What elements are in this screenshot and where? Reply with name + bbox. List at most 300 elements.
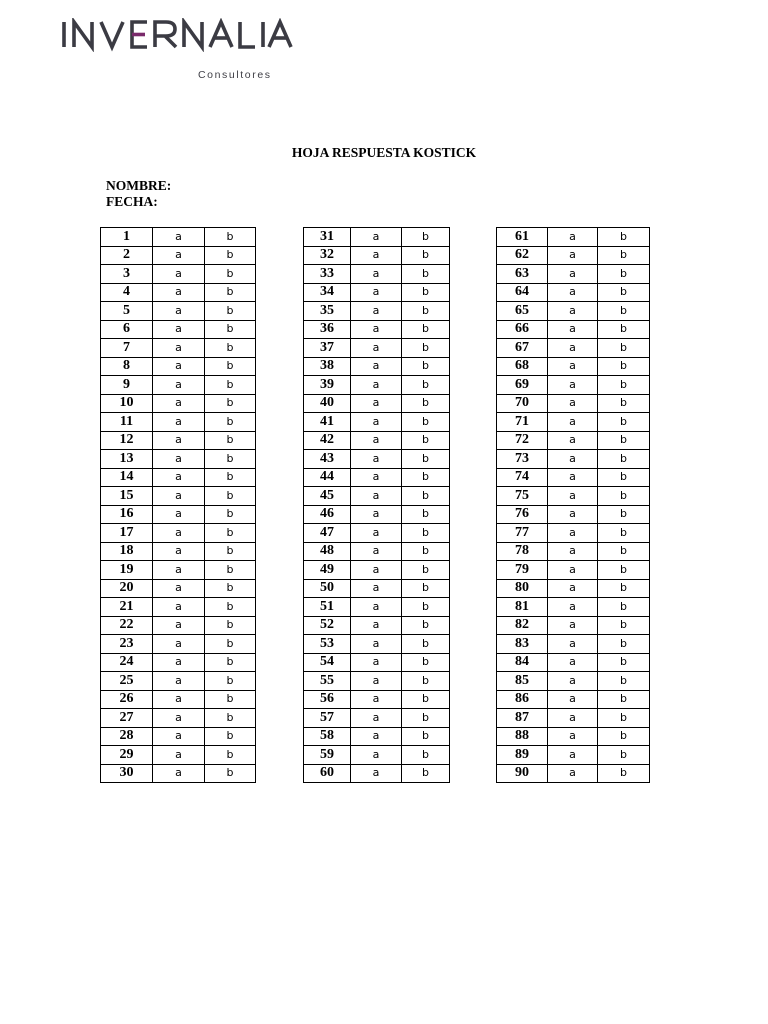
answer-row — [101, 524, 256, 543]
answer-option-b[interactable]: b — [205, 524, 256, 543]
answer-option-b[interactable]: b — [598, 672, 650, 691]
answer-option-b[interactable]: b — [598, 505, 650, 524]
question-number: 43 — [304, 450, 351, 469]
answer-row — [304, 413, 450, 432]
answer-row — [497, 598, 650, 617]
question-number: 39 — [304, 376, 351, 395]
answer-option-a[interactable]: a — [548, 487, 598, 506]
answer-option-b[interactable]: b — [598, 320, 650, 339]
question-number: 79 — [497, 561, 548, 580]
answer-option-a[interactable]: a — [351, 764, 402, 783]
answer-option-b[interactable]: b — [402, 653, 450, 672]
answer-row — [304, 746, 450, 765]
answer-row — [101, 542, 256, 561]
answer-option-a[interactable]: a — [548, 394, 598, 413]
answer-option-a[interactable]: a — [548, 228, 598, 247]
answer-row — [497, 228, 650, 247]
answer-option-b[interactable]: b — [205, 320, 256, 339]
answer-option-b[interactable]: b — [205, 265, 256, 284]
answer-option-a[interactable]: a — [548, 505, 598, 524]
answer-option-b[interactable]: b — [205, 653, 256, 672]
answer-option-b[interactable]: b — [402, 616, 450, 635]
answer-option-a[interactable]: a — [351, 431, 402, 450]
answer-option-a[interactable]: a — [153, 413, 205, 432]
answer-option-b[interactable]: b — [402, 376, 450, 395]
question-number: 68 — [497, 357, 548, 376]
question-number: 5 — [101, 302, 153, 321]
answer-row — [101, 727, 256, 746]
answer-option-b[interactable]: b — [205, 228, 256, 247]
answer-row — [497, 764, 650, 783]
answer-row — [304, 450, 450, 469]
answer-option-b[interactable]: b — [402, 524, 450, 543]
answer-option-a[interactable]: a — [153, 746, 205, 765]
answer-row — [304, 376, 450, 395]
answer-option-a[interactable]: a — [153, 542, 205, 561]
answer-option-a[interactable]: a — [548, 561, 598, 580]
answer-option-a[interactable]: a — [351, 616, 402, 635]
answer-option-a[interactable]: a — [153, 320, 205, 339]
answer-option-a[interactable]: a — [351, 450, 402, 469]
answer-option-b[interactable]: b — [402, 320, 450, 339]
answer-row — [304, 283, 450, 302]
answer-row — [497, 487, 650, 506]
answer-row — [304, 542, 450, 561]
question-number: 81 — [497, 598, 548, 617]
answer-option-a[interactable]: a — [351, 635, 402, 654]
answer-option-a[interactable]: a — [153, 394, 205, 413]
question-number: 14 — [101, 468, 153, 487]
answer-row — [304, 561, 450, 580]
answer-option-a[interactable]: a — [548, 357, 598, 376]
answer-row — [497, 265, 650, 284]
question-number: 11 — [101, 413, 153, 432]
answer-option-b[interactable]: b — [598, 302, 650, 321]
answer-option-b[interactable]: b — [205, 598, 256, 617]
answer-row — [497, 561, 650, 580]
answer-option-b[interactable]: b — [402, 542, 450, 561]
answer-option-b[interactable]: b — [205, 561, 256, 580]
answer-option-a[interactable]: a — [548, 709, 598, 728]
question-number: 25 — [101, 672, 153, 691]
question-number: 42 — [304, 431, 351, 450]
answer-option-b[interactable]: b — [205, 616, 256, 635]
answer-row — [101, 635, 256, 654]
question-number: 88 — [497, 727, 548, 746]
answer-row — [304, 579, 450, 598]
answer-option-b[interactable]: b — [598, 468, 650, 487]
answer-option-b[interactable]: b — [598, 579, 650, 598]
answer-option-b[interactable]: b — [598, 524, 650, 543]
question-number: 27 — [101, 709, 153, 728]
answer-row — [497, 524, 650, 543]
question-number: 64 — [497, 283, 548, 302]
answer-row — [497, 542, 650, 561]
answer-option-b[interactable]: b — [402, 505, 450, 524]
answer-table-2 — [303, 227, 450, 783]
answer-option-b[interactable]: b — [205, 302, 256, 321]
question-number: 18 — [101, 542, 153, 561]
question-number: 15 — [101, 487, 153, 506]
answer-row — [497, 320, 650, 339]
answer-option-a[interactable]: a — [153, 283, 205, 302]
answer-option-a[interactable]: a — [153, 228, 205, 247]
question-number: 70 — [497, 394, 548, 413]
answer-option-b[interactable]: b — [598, 616, 650, 635]
answer-option-b[interactable]: b — [402, 413, 450, 432]
answer-option-b[interactable]: b — [598, 727, 650, 746]
answer-row — [497, 283, 650, 302]
answer-option-a[interactable]: a — [351, 746, 402, 765]
answer-row — [101, 320, 256, 339]
answer-option-a[interactable]: a — [548, 690, 598, 709]
question-number: 28 — [101, 727, 153, 746]
answer-option-b[interactable]: b — [402, 579, 450, 598]
question-number: 71 — [497, 413, 548, 432]
answer-option-b[interactable]: b — [205, 394, 256, 413]
answer-option-a[interactable]: a — [548, 450, 598, 469]
answer-option-b[interactable]: b — [205, 764, 256, 783]
answer-option-b[interactable]: b — [402, 561, 450, 580]
name-field-label: NOMBRE: — [106, 178, 172, 193]
answer-option-a[interactable]: a — [548, 339, 598, 358]
answer-row — [101, 357, 256, 376]
answer-row — [101, 468, 256, 487]
answer-option-a[interactable]: a — [153, 339, 205, 358]
answer-option-b[interactable]: b — [598, 746, 650, 765]
answer-table-3 — [496, 227, 650, 783]
answer-option-b[interactable]: b — [598, 228, 650, 247]
answer-option-a[interactable]: a — [548, 265, 598, 284]
answer-row — [101, 265, 256, 284]
question-number: 83 — [497, 635, 548, 654]
answer-row — [304, 265, 450, 284]
answer-option-b[interactable]: b — [402, 746, 450, 765]
question-number: 20 — [101, 579, 153, 598]
answer-option-a[interactable]: a — [153, 468, 205, 487]
answer-row — [101, 561, 256, 580]
answer-option-b[interactable]: b — [598, 690, 650, 709]
answer-option-b[interactable]: b — [402, 487, 450, 506]
answer-row — [304, 339, 450, 358]
answer-option-b[interactable]: b — [598, 450, 650, 469]
answer-option-a[interactable]: a — [351, 653, 402, 672]
answer-option-b[interactable]: b — [205, 376, 256, 395]
answer-option-b[interactable]: b — [598, 764, 650, 783]
answer-row — [101, 431, 256, 450]
answer-row — [304, 524, 450, 543]
answer-option-a[interactable]: a — [548, 542, 598, 561]
answer-option-b[interactable]: b — [402, 246, 450, 265]
answer-option-a[interactable]: a — [351, 505, 402, 524]
answer-option-b[interactable]: b — [205, 709, 256, 728]
answer-option-a[interactable]: a — [153, 265, 205, 284]
answer-option-a[interactable]: a — [351, 727, 402, 746]
question-number: 3 — [101, 265, 153, 284]
answer-option-b[interactable]: b — [402, 357, 450, 376]
answer-option-b[interactable]: b — [205, 283, 256, 302]
answer-option-b[interactable]: b — [402, 431, 450, 450]
answer-option-b[interactable]: b — [598, 413, 650, 432]
answer-option-b[interactable]: b — [598, 653, 650, 672]
answer-option-b[interactable]: b — [205, 413, 256, 432]
answer-row — [497, 709, 650, 728]
answer-option-a[interactable]: a — [548, 672, 598, 691]
answer-option-b[interactable]: b — [402, 265, 450, 284]
answer-option-a[interactable]: a — [351, 487, 402, 506]
answer-option-b[interactable]: b — [598, 598, 650, 617]
answer-row — [101, 672, 256, 691]
answer-option-b[interactable]: b — [205, 746, 256, 765]
question-number: 46 — [304, 505, 351, 524]
answer-option-b[interactable]: b — [402, 727, 450, 746]
answer-option-b[interactable]: b — [205, 357, 256, 376]
answer-option-a[interactable]: a — [351, 579, 402, 598]
question-number: 56 — [304, 690, 351, 709]
answer-option-a[interactable]: a — [548, 635, 598, 654]
question-number: 2 — [101, 246, 153, 265]
question-number: 17 — [101, 524, 153, 543]
question-number: 34 — [304, 283, 351, 302]
question-number: 10 — [101, 394, 153, 413]
brand-wordmark — [62, 18, 294, 52]
question-number: 6 — [101, 320, 153, 339]
answer-option-b[interactable]: b — [402, 468, 450, 487]
answer-option-b[interactable]: b — [205, 727, 256, 746]
question-number: 77 — [497, 524, 548, 543]
answer-option-b[interactable]: b — [598, 265, 650, 284]
answer-option-a[interactable]: a — [548, 413, 598, 432]
question-number: 36 — [304, 320, 351, 339]
answer-option-a[interactable]: a — [351, 265, 402, 284]
answer-row — [497, 413, 650, 432]
answer-option-a[interactable]: a — [153, 450, 205, 469]
answer-option-a[interactable]: a — [153, 302, 205, 321]
answer-option-b[interactable]: b — [598, 542, 650, 561]
answer-option-a[interactable]: a — [548, 246, 598, 265]
answer-option-a[interactable]: a — [548, 727, 598, 746]
question-number: 22 — [101, 616, 153, 635]
answer-option-b[interactable]: b — [402, 764, 450, 783]
answer-option-a[interactable]: a — [548, 376, 598, 395]
question-number: 40 — [304, 394, 351, 413]
answer-row — [304, 468, 450, 487]
answer-option-b[interactable]: b — [205, 542, 256, 561]
answer-option-a[interactable]: a — [153, 431, 205, 450]
question-number: 19 — [101, 561, 153, 580]
answer-option-b[interactable]: b — [598, 635, 650, 654]
answer-option-b[interactable]: b — [598, 561, 650, 580]
answer-row — [101, 653, 256, 672]
question-number: 53 — [304, 635, 351, 654]
question-number: 87 — [497, 709, 548, 728]
answer-option-b[interactable]: b — [402, 672, 450, 691]
question-number: 1 — [101, 228, 153, 247]
answer-option-a[interactable]: a — [351, 690, 402, 709]
answer-option-b[interactable]: b — [402, 302, 450, 321]
question-number: 37 — [304, 339, 351, 358]
answer-row — [304, 431, 450, 450]
answer-option-a[interactable]: a — [351, 339, 402, 358]
answer-row — [497, 579, 650, 598]
answer-option-a[interactable]: a — [351, 524, 402, 543]
answer-option-b[interactable]: b — [205, 672, 256, 691]
answer-option-b[interactable]: b — [205, 468, 256, 487]
answer-row — [304, 764, 450, 783]
answer-option-a[interactable]: a — [153, 357, 205, 376]
answer-option-b[interactable]: b — [598, 394, 650, 413]
answer-option-a[interactable]: a — [153, 635, 205, 654]
answer-row — [304, 672, 450, 691]
answer-option-a[interactable]: a — [351, 598, 402, 617]
question-number: 50 — [304, 579, 351, 598]
question-number: 90 — [497, 764, 548, 783]
answer-option-a[interactable]: a — [351, 320, 402, 339]
answer-option-b[interactable]: b — [205, 431, 256, 450]
question-number: 61 — [497, 228, 548, 247]
answer-option-a[interactable]: a — [351, 283, 402, 302]
answer-option-a[interactable]: a — [548, 764, 598, 783]
answer-option-b[interactable]: b — [598, 709, 650, 728]
page-title: HOJA RESPUESTA KOSTICK — [291, 145, 477, 160]
question-number: 63 — [497, 265, 548, 284]
answer-option-b[interactable]: b — [205, 635, 256, 654]
answer-row — [497, 339, 650, 358]
answer-row — [497, 357, 650, 376]
answer-option-a[interactable]: a — [548, 598, 598, 617]
answer-option-a[interactable]: a — [153, 376, 205, 395]
answer-option-a[interactable]: a — [548, 746, 598, 765]
date-field-label: FECHA: — [106, 194, 158, 209]
answer-option-a[interactable]: a — [351, 357, 402, 376]
answer-row — [101, 616, 256, 635]
answer-option-a[interactable]: a — [153, 598, 205, 617]
question-number: 44 — [304, 468, 351, 487]
answer-option-b[interactable]: b — [402, 709, 450, 728]
answer-option-a[interactable]: a — [351, 468, 402, 487]
answer-row — [497, 376, 650, 395]
question-number: 16 — [101, 505, 153, 524]
answer-option-a[interactable]: a — [548, 468, 598, 487]
answer-row — [101, 598, 256, 617]
answer-option-a[interactable]: a — [351, 672, 402, 691]
answer-row — [101, 376, 256, 395]
answer-row — [101, 764, 256, 783]
answer-option-b[interactable]: b — [205, 579, 256, 598]
answer-option-a[interactable]: a — [153, 690, 205, 709]
answer-option-b[interactable]: b — [598, 357, 650, 376]
answer-row — [497, 450, 650, 469]
answer-row — [101, 302, 256, 321]
answer-option-b[interactable]: b — [598, 246, 650, 265]
answer-option-b[interactable]: b — [598, 487, 650, 506]
answer-option-a[interactable]: a — [351, 246, 402, 265]
answer-option-b[interactable]: b — [205, 339, 256, 358]
answer-row — [101, 709, 256, 728]
answer-row — [101, 450, 256, 469]
answer-option-a[interactable]: a — [153, 672, 205, 691]
question-number: 4 — [101, 283, 153, 302]
answer-row — [304, 394, 450, 413]
question-number: 23 — [101, 635, 153, 654]
answer-option-a[interactable]: a — [548, 616, 598, 635]
answer-option-a[interactable]: a — [548, 431, 598, 450]
answer-option-b[interactable]: b — [402, 450, 450, 469]
answer-option-b[interactable]: b — [402, 283, 450, 302]
answer-option-a[interactable]: a — [153, 653, 205, 672]
answer-option-b[interactable]: b — [402, 598, 450, 617]
answer-row — [497, 302, 650, 321]
question-number: 8 — [101, 357, 153, 376]
answer-option-a[interactable]: a — [351, 542, 402, 561]
answer-option-a[interactable]: a — [548, 283, 598, 302]
answer-option-a[interactable]: a — [153, 764, 205, 783]
answer-option-b[interactable]: b — [598, 339, 650, 358]
answer-option-b[interactable]: b — [205, 246, 256, 265]
answer-option-a[interactable]: a — [351, 302, 402, 321]
answer-option-a[interactable]: a — [153, 505, 205, 524]
question-number: 35 — [304, 302, 351, 321]
answer-option-a[interactable]: a — [153, 246, 205, 265]
answer-option-b[interactable]: b — [598, 283, 650, 302]
answer-option-a[interactable]: a — [153, 709, 205, 728]
answer-option-b[interactable]: b — [205, 505, 256, 524]
answer-row — [101, 579, 256, 598]
answer-option-a[interactable]: a — [153, 561, 205, 580]
answer-option-b[interactable]: b — [205, 450, 256, 469]
answer-option-a[interactable]: a — [351, 561, 402, 580]
question-number: 29 — [101, 746, 153, 765]
answer-option-b[interactable]: b — [402, 690, 450, 709]
answer-option-b[interactable]: b — [402, 394, 450, 413]
answer-option-a[interactable]: a — [153, 487, 205, 506]
answer-option-a[interactable]: a — [548, 653, 598, 672]
answer-option-a[interactable]: a — [548, 579, 598, 598]
answer-option-a[interactable]: a — [351, 394, 402, 413]
answer-row — [497, 746, 650, 765]
question-number: 65 — [497, 302, 548, 321]
answer-row — [497, 468, 650, 487]
answer-option-a[interactable]: a — [548, 524, 598, 543]
answer-option-a[interactable]: a — [548, 302, 598, 321]
answer-row — [101, 283, 256, 302]
answer-option-a[interactable]: a — [153, 579, 205, 598]
answer-option-b[interactable]: b — [402, 339, 450, 358]
answer-option-a[interactable]: a — [351, 709, 402, 728]
answer-option-b[interactable]: b — [402, 228, 450, 247]
answer-option-a[interactable]: a — [153, 616, 205, 635]
question-number: 33 — [304, 265, 351, 284]
answer-option-b[interactable]: b — [205, 690, 256, 709]
answer-option-a[interactable]: a — [548, 320, 598, 339]
answer-option-b[interactable]: b — [205, 487, 256, 506]
answer-row — [304, 246, 450, 265]
answer-option-b[interactable]: b — [402, 635, 450, 654]
answer-option-a[interactable]: a — [351, 376, 402, 395]
answer-option-b[interactable]: b — [598, 376, 650, 395]
answer-row — [304, 505, 450, 524]
answer-row — [101, 339, 256, 358]
answer-option-a[interactable]: a — [153, 727, 205, 746]
answer-row — [304, 357, 450, 376]
question-number: 58 — [304, 727, 351, 746]
question-number: 85 — [497, 672, 548, 691]
answer-option-a[interactable]: a — [153, 524, 205, 543]
answer-row — [497, 394, 650, 413]
answer-option-b[interactable]: b — [598, 431, 650, 450]
answer-option-a[interactable]: a — [351, 413, 402, 432]
answer-option-a[interactable]: a — [351, 228, 402, 247]
